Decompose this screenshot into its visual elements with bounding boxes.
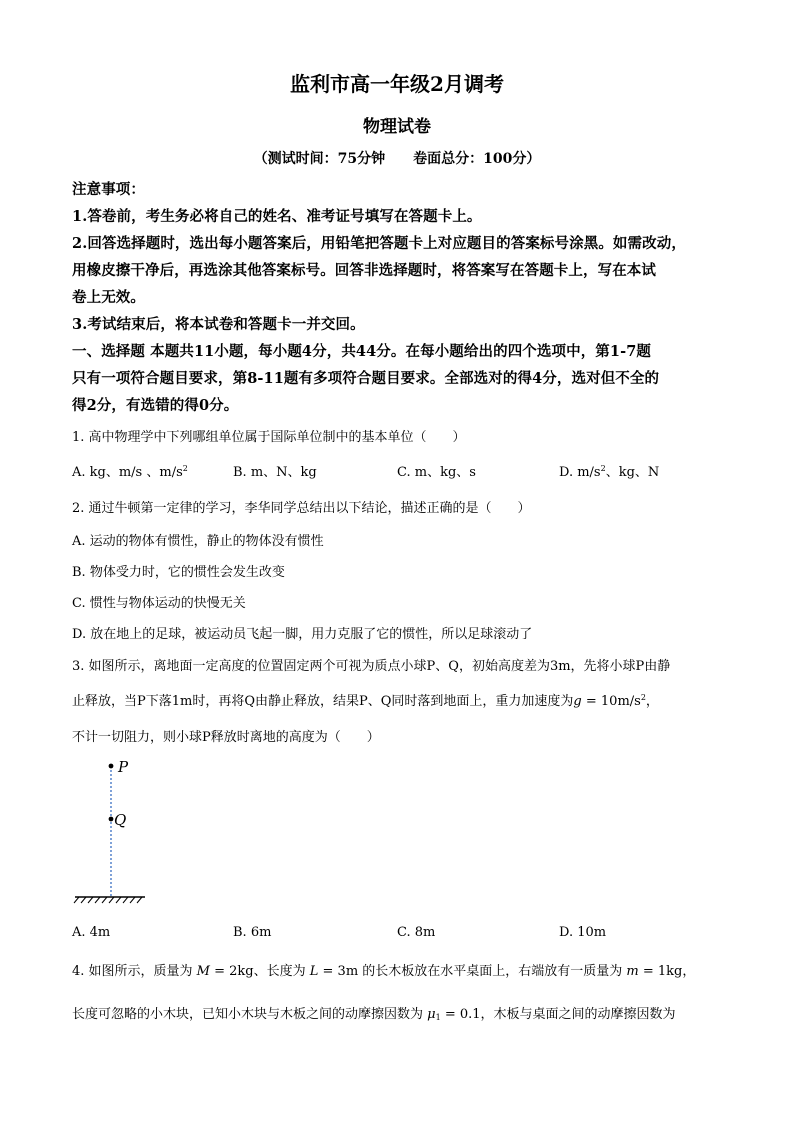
notice-item-2-line-3: 卷上无效。: [72, 289, 145, 306]
q2-option-a: A. 运动的物体有惯性，静止的物体没有惯性: [72, 534, 324, 549]
exam-meta: （测试时间：75分钟 卷面总分：100分）: [253, 151, 541, 167]
q1-stem: 1. 高中物理学中下列哪组单位属于国际单位制中的基本单位（ ）: [72, 430, 466, 445]
q4-line-1: 4. 如图所示，质量为 M = 2kg、长度为 L = 3m 的长木板放在水平桌面上，右端放有一质量为 m = 1kg，: [72, 964, 696, 979]
q2-option-b: B. 物体受力时，它的惯性会发生改变: [72, 565, 285, 580]
section-1-line-3: 得2分，有选错的得0分。: [72, 397, 239, 414]
section-1-line-1: 一、选择题 本题共11小题，每小题4分，共44分。在每小题给出的四个选项中，第1-7题: [72, 343, 651, 360]
notice-item-2-line-1: 2.回答选择题时，选出每小题答案后，用铅笔把答题卡上对应题目的答案标号涂黑。如需改动，: [72, 235, 686, 252]
label-p: P: [118, 758, 129, 776]
q2-option-d: D. 放在地上的足球，被运动员飞起一脚，用力克服了它的惯性，所以足球滚动了: [72, 627, 533, 642]
q3-option-b: B. 6m: [233, 925, 272, 940]
q3-option-d: D. 10m: [559, 925, 607, 940]
section-1-line-2: 只有一项符合题目要求，第8-11题有多项符合题目要求。全部选对的得4分，选对但不全的: [72, 370, 660, 387]
fall-diagram: [70, 755, 160, 905]
notice-item-2-line-2: 用橡皮擦干净后，再选涂其他答案标号。回答非选择题时，将答案写在答题卡上，写在本试: [72, 262, 656, 279]
q1-option-d: D. $m/s^2$、kg、N: [559, 464, 660, 480]
ground-hatch: [74, 897, 142, 903]
notice-heading: 注意事项：: [72, 181, 145, 198]
q2-option-c: C. 惯性与物体运动的快慢无关: [72, 596, 246, 611]
notice-item-1: 1.答卷前，考生务必将自己的姓名、准考证号填写在答题卡上。: [72, 208, 482, 225]
label-q: Q: [114, 811, 127, 829]
q3-option-a: A. 4m: [72, 925, 111, 940]
q3-option-c: C. 8m: [397, 925, 436, 940]
q2-stem: 2. 通过牛顿第一定律的学习，李华同学总结出以下结论，描述正确的是（ ）: [72, 501, 531, 516]
exam-subject: 物理试卷: [363, 117, 431, 137]
q3-figure: [70, 755, 160, 905]
notice-item-3: 3.考试结束后，将本试卷和答题卡一并交回。: [72, 316, 365, 333]
q3-line-3: 不计一切阻力，则小球P释放时离地的高度为（ ）: [72, 730, 380, 745]
q3-line-1: 3. 如图所示，离地面一定高度的位置固定两个可视为质点小球P、Q，初始高度差为3m，先将小球P由静: [72, 659, 671, 674]
exam-title: 监利市高一年级2月调考: [290, 72, 504, 96]
q1-option-a: A. kg、m/s 、$m/s^2$: [72, 464, 188, 480]
q4-line-2: 长度可忽略的小木块，已知小木块与木板之间的动摩擦因数为 $\mu_1 = 0.1$，木板与桌面之间的动摩擦因数为: [72, 1007, 676, 1022]
q3-line-2: 止释放，当P下落1m时，再将Q由静止释放，结果P、Q同时落到地面上，重力加速度为$g = 10m/s^2$，: [72, 693, 659, 709]
ball-p: [109, 764, 114, 769]
q1-option-b: B. m、N、kg: [233, 465, 317, 480]
ball-q: [109, 817, 114, 822]
q1-option-c: C. m、kg、s: [397, 465, 476, 480]
